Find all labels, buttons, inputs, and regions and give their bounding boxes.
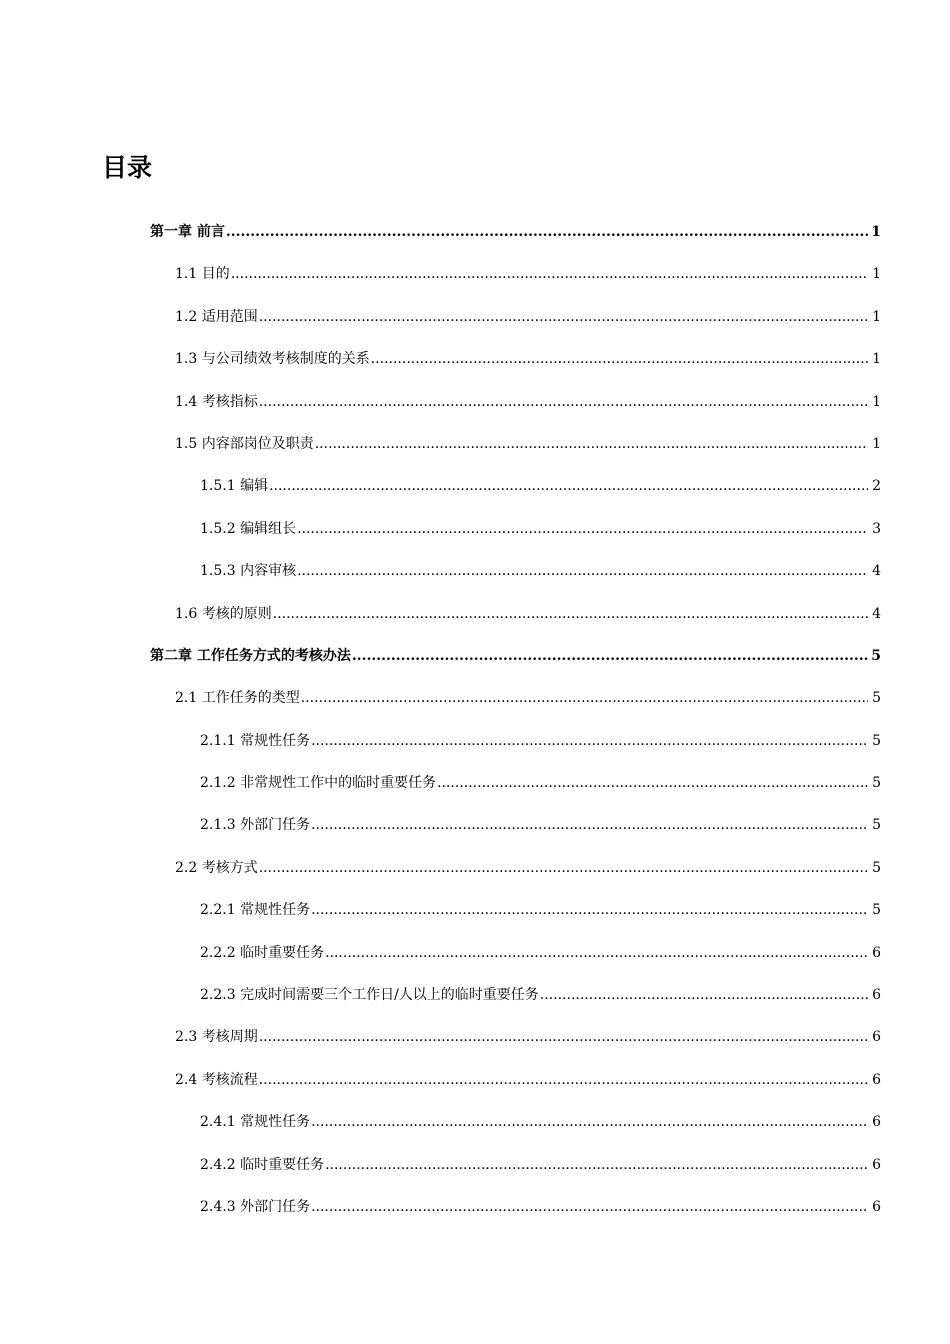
toc-dot-leader: [231, 264, 868, 284]
toc-entry-title[interactable]: 1.5 内容部岗位及职责: [175, 435, 314, 452]
toc-entry[interactable]: [0, 426, 950, 468]
toc-page-number[interactable]: 5: [872, 859, 881, 876]
toc-entry-title[interactable]: 2.1.2 非常规性工作中的临时重要任务: [200, 775, 437, 792]
toc-entry[interactable]: [0, 384, 950, 426]
toc-entry[interactable]: [0, 680, 950, 722]
toc-entry[interactable]: [0, 553, 950, 595]
toc-entry-title[interactable]: 1.5.1 编辑: [200, 478, 269, 495]
toc-entry-title[interactable]: 第二章 工作任务方式的考核办法: [150, 647, 351, 664]
toc-dot-leader: [273, 604, 868, 624]
toc-entry-title[interactable]: 1.2 适用范围: [175, 308, 258, 325]
toc-dot-leader: [311, 900, 868, 920]
toc-dot-leader: [259, 307, 868, 327]
toc-dot-leader: [301, 688, 868, 708]
toc-entry[interactable]: [0, 299, 950, 341]
toc-page-number[interactable]: 6: [872, 987, 881, 1004]
toc-entry[interactable]: [0, 511, 950, 553]
toc-entry[interactable]: [0, 1062, 950, 1104]
toc-entry[interactable]: [0, 1019, 950, 1061]
toc-entry-title[interactable]: 1.1 目的: [175, 266, 230, 283]
toc-page-number[interactable]: 4: [872, 605, 881, 622]
toc-page-number[interactable]: 6: [872, 1198, 881, 1215]
toc-entry-title[interactable]: 2.2.2 临时重要任务: [200, 944, 325, 961]
toc-entry[interactable]: [0, 765, 950, 807]
toc-dot-leader: [226, 222, 868, 242]
toc-dot-leader: [371, 349, 868, 369]
toc-entry[interactable]: [0, 1147, 950, 1189]
toc-entry-title[interactable]: 1.5.3 内容审核: [200, 563, 297, 580]
toc-entry-title[interactable]: 2.1 工作任务的类型: [175, 690, 300, 707]
toc-dot-leader: [315, 434, 868, 454]
toc-page-number[interactable]: 5: [872, 817, 881, 834]
toc-dot-leader: [259, 392, 868, 412]
toc-entry-title[interactable]: 2.1.3 外部门任务: [200, 817, 311, 834]
toc-entry[interactable]: [0, 638, 950, 680]
toc-entry[interactable]: [0, 723, 950, 765]
toc-entry-title[interactable]: 2.1.1 常规性任务: [200, 732, 311, 749]
toc-page-number[interactable]: 5: [872, 732, 881, 749]
toc-entry-title[interactable]: 1.4 考核指标: [175, 393, 258, 410]
toc-dot-leader: [269, 476, 868, 496]
toc-dot-leader: [325, 1155, 868, 1175]
toc-entry-title[interactable]: 第一章 前言: [150, 224, 225, 240]
toc-page-number[interactable]: 5: [872, 775, 881, 792]
toc-dot-leader: [311, 815, 868, 835]
toc-page-number[interactable]: 4: [872, 563, 881, 580]
toc-entry-title[interactable]: 2.4.3 外部门任务: [200, 1198, 311, 1215]
toc-dot-leader: [540, 985, 868, 1005]
toc-dot-leader: [311, 1197, 868, 1217]
toc-page-number[interactable]: 6: [872, 944, 881, 961]
toc-page-number[interactable]: 6: [872, 1156, 881, 1173]
toc-entry-title[interactable]: 1.3 与公司绩效考核制度的关系: [175, 351, 370, 368]
toc-page-number[interactable]: 1: [872, 266, 881, 283]
toc-page-number[interactable]: 1: [872, 435, 881, 452]
toc-entry[interactable]: [0, 892, 950, 934]
toc-dot-leader: [259, 858, 868, 878]
toc-dot-leader: [259, 1070, 868, 1090]
toc-entry-title[interactable]: 2.2.3 完成时间需要三个工作日/人以上的临时重要任务: [200, 987, 539, 1004]
toc-entry[interactable]: [0, 256, 950, 298]
toc-dot-leader: [297, 519, 868, 539]
toc-entry[interactable]: [0, 935, 950, 977]
toc-entry-title[interactable]: 2.2 考核方式: [175, 859, 258, 876]
toc-dot-leader: [325, 943, 868, 963]
toc-page-number[interactable]: 5: [872, 902, 881, 919]
toc-dot-leader: [311, 731, 868, 751]
toc-page-number[interactable]: 5: [871, 647, 881, 664]
toc-entry-title[interactable]: 2.4.1 常规性任务: [200, 1114, 311, 1131]
toc-dot-leader: [259, 1027, 868, 1047]
toc-dot-leader: [437, 773, 868, 793]
page-title: 目录: [102, 153, 153, 182]
toc-page-number[interactable]: 6: [872, 1029, 881, 1046]
toc-entry[interactable]: [0, 850, 950, 892]
toc-page-number[interactable]: 1: [872, 393, 881, 410]
toc-entry-title[interactable]: 2.2.1 常规性任务: [200, 902, 311, 919]
toc-entry-title[interactable]: 2.4.2 临时重要任务: [200, 1156, 325, 1173]
toc-entry-title[interactable]: 1.5.2 编辑组长: [200, 520, 297, 537]
toc-page-number[interactable]: 6: [872, 1071, 881, 1088]
toc-page-number[interactable]: 1: [872, 308, 881, 325]
toc-entry-title[interactable]: 1.6 考核的原则: [175, 605, 272, 622]
toc-page-number[interactable]: 1: [872, 351, 881, 368]
toc-page-number[interactable]: 5: [872, 690, 881, 707]
toc-dot-leader: [311, 1112, 868, 1132]
toc-page-number[interactable]: 2: [872, 478, 881, 495]
toc-page-number[interactable]: 3: [872, 520, 881, 537]
toc-entry-title[interactable]: 2.4 考核流程: [175, 1071, 258, 1088]
toc-dot-leader: [297, 561, 868, 581]
toc-entry[interactable]: [0, 977, 950, 1019]
toc-entry[interactable]: [0, 214, 950, 256]
toc-entry[interactable]: [0, 341, 950, 383]
toc-entry[interactable]: [0, 1104, 950, 1146]
table-of-contents: [0, 214, 950, 1231]
toc-entry-title[interactable]: 2.3 考核周期: [175, 1029, 258, 1046]
toc-page-number[interactable]: 6: [872, 1114, 881, 1131]
toc-entry[interactable]: [0, 1189, 950, 1231]
toc-entry[interactable]: [0, 468, 950, 510]
toc-dot-leader: [352, 646, 868, 666]
toc-page-number[interactable]: 1: [871, 224, 881, 240]
toc-entry[interactable]: [0, 596, 950, 638]
toc-entry[interactable]: [0, 807, 950, 849]
